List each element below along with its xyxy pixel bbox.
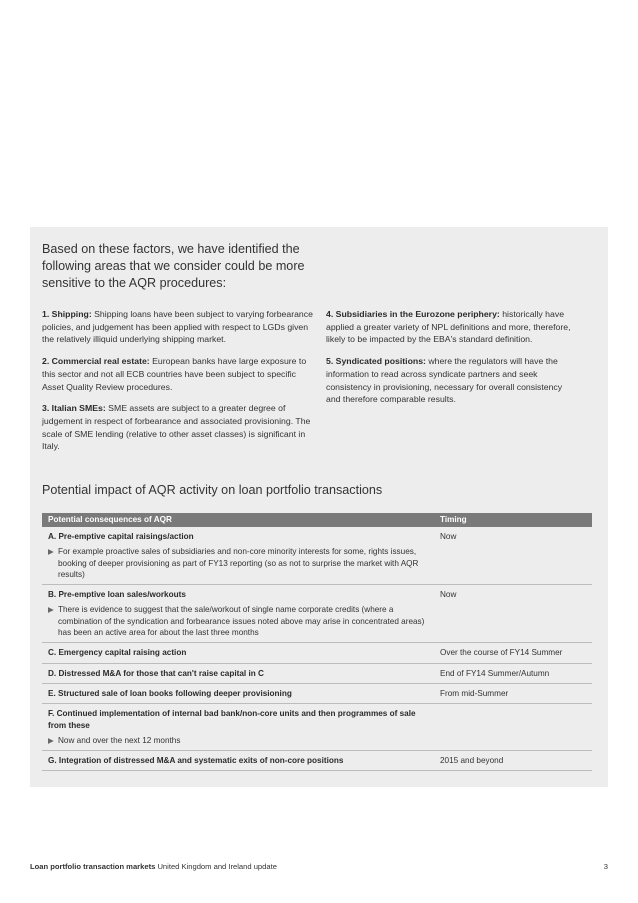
row-bullet-text: There is evidence to suggest that the sale/workout of single name corporate credits (where a combination of the syndication and forbearance issues noted above may arise in concentrated areas) has been an active area for about the last three months xyxy=(58,605,425,638)
table-row xyxy=(42,643,592,663)
row-bullet-text: Now and over the next 12 months xyxy=(58,735,181,745)
area-item xyxy=(326,308,576,346)
timing-cell: End of FY14 Summer/Autumn xyxy=(434,663,592,683)
table-row xyxy=(42,704,592,751)
area-item xyxy=(42,402,314,453)
area-text: historically have applied a greater variety of NPL definitions and more, therefore, likely to be impacted by the EBA's standard definition. xyxy=(326,309,571,345)
timing-cell xyxy=(434,704,592,751)
row-title: G. Integration of distressed M&A and systematic exits of non-core positions xyxy=(48,756,344,766)
row-bullet-text: For example proactive sales of subsidiaries and non-core minority interests for some, rights issues, booking of deeper provisioning as part of FY13 reporting (so as not to surprise the market with AQR results) xyxy=(58,547,419,579)
table-row xyxy=(42,663,592,683)
area-item xyxy=(42,308,314,346)
consequence-cell xyxy=(42,704,434,751)
area-title: 2. Commercial real estate: xyxy=(42,356,150,367)
column-header-timing: Timing xyxy=(434,513,592,527)
area-title: 5. Syndicated positions: xyxy=(326,356,426,367)
timing-cell: Now xyxy=(434,585,592,643)
row-bullet xyxy=(48,604,428,638)
areas-right-column xyxy=(326,308,576,415)
aqr-panel xyxy=(30,227,608,787)
timing-cell: Now xyxy=(434,527,592,585)
row-bullet xyxy=(48,546,428,580)
consequence-cell xyxy=(42,663,434,683)
row-bullet xyxy=(48,735,428,746)
table-row xyxy=(42,527,592,585)
area-title: 3. Italian SMEs: xyxy=(42,403,106,414)
footer-subtitle: United Kingdom and Ireland update xyxy=(157,862,277,871)
table-row xyxy=(42,683,592,703)
consequence-cell xyxy=(42,585,434,643)
timing-cell: Over the course of FY14 Summer xyxy=(434,643,592,663)
row-title: C. Emergency capital raising action xyxy=(48,648,187,658)
timing-cell: From mid-Summer xyxy=(434,683,592,703)
row-title: F. Continued implementation of internal bad bank/non-core units and then programmes of sale from these xyxy=(48,709,416,730)
bullet-arrow-icon: ▶ xyxy=(48,605,54,615)
consequence-cell xyxy=(42,683,434,703)
page-footer xyxy=(30,862,608,871)
footer-publication: Loan portfolio transaction markets xyxy=(30,862,156,871)
area-text: Shipping loans have been subject to varying forbearance policies, and judgement has been applied with respect to LGDs given the relatively illiquid underlying shipping market. xyxy=(42,309,313,345)
row-title: D. Distressed M&A for those that can't raise capital in C xyxy=(48,668,264,678)
column-header-consequences: Potential consequences of AQR xyxy=(42,513,434,527)
table-row xyxy=(42,585,592,643)
aqr-consequences-table xyxy=(42,513,592,771)
consequence-cell xyxy=(42,643,434,663)
table-header-row xyxy=(42,513,592,527)
row-title: A. Pre-emptive capital raisings/action xyxy=(48,532,194,541)
consequence-cell xyxy=(42,751,434,771)
consequence-cell xyxy=(42,527,434,585)
area-title: 4. Subsidiaries in the Eurozone periphery: xyxy=(326,309,500,319)
area-text: European banks have large exposure to this sector and not all ECB countries have been subject to specific Asset Quality Review procedures. xyxy=(42,356,307,392)
row-title: B. Pre-emptive loan sales/workouts xyxy=(48,590,186,600)
timing-cell: 2015 and beyond xyxy=(434,751,592,771)
bullet-arrow-icon: ▶ xyxy=(48,735,54,745)
page-number: 3 xyxy=(603,862,608,871)
bullet-arrow-icon: ▶ xyxy=(48,547,54,557)
areas-left-column xyxy=(42,308,314,462)
intro-heading: Based on these factors, we have identified the following areas that we consider could be more sensitive to the AQR procedures: xyxy=(42,242,305,290)
area-item xyxy=(326,355,576,406)
row-title: E. Structured sale of loan books following deeper provisioning xyxy=(48,688,292,698)
area-text: SME assets are subject to a greater degree of judgement in respect of forbearance and associated provisioning. The scale of SME lending (relative to other asset classes) is significant in Italy. xyxy=(42,403,311,452)
table-title: Potential impact of AQR activity on loan portfolio transactions xyxy=(42,483,383,497)
area-title: 1. Shipping: xyxy=(42,309,92,319)
table-row xyxy=(42,751,592,771)
area-item xyxy=(42,355,314,393)
area-text: where the regulators will have the information to read across syndicate partners and seek consistency in provisioning, necessary for overall consistency and therefore comparable results. xyxy=(326,356,563,405)
